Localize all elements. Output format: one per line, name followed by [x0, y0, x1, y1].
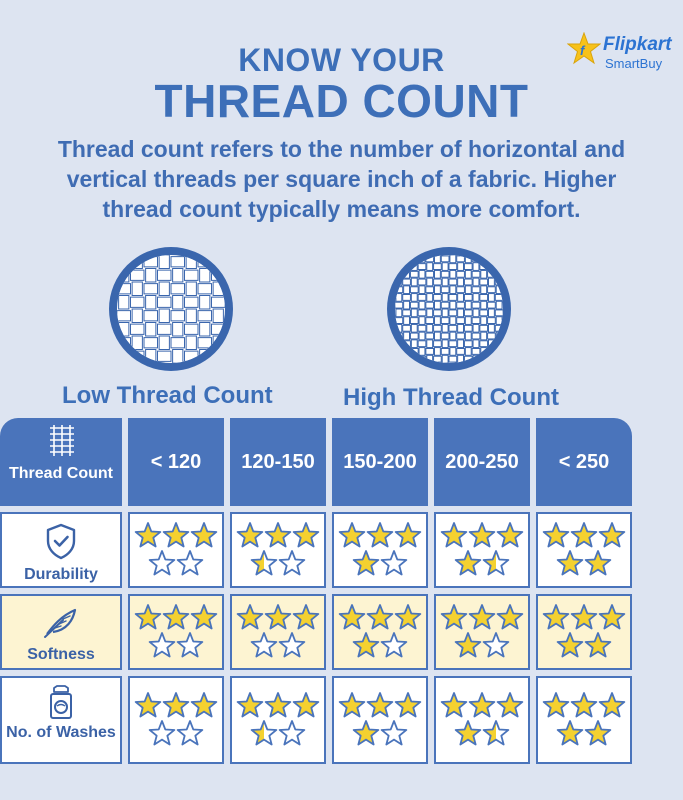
filled-star-icon [266, 605, 291, 629]
description-line: thread count typically means more comfort. [102, 196, 581, 222]
empty-star-icon [280, 551, 305, 575]
description-line: vertical threads per square inch of a fabric. Higher [66, 166, 617, 192]
empty-star-icon [178, 721, 203, 745]
filled-star-icon [456, 721, 481, 745]
empty-star-icon [484, 633, 509, 657]
high-thread-count-label: High Thread Count [343, 384, 559, 411]
high-thread-weave-illustration [387, 247, 511, 371]
filled-star-icon [442, 523, 467, 547]
shield-check-icon [43, 522, 79, 560]
filled-star-icon [192, 693, 217, 717]
filled-star-icon [470, 523, 495, 547]
filled-star-icon [238, 693, 263, 717]
filled-star-icon [586, 551, 611, 575]
rating-cell [536, 512, 632, 588]
brand-sub: SmartBuy [605, 56, 663, 71]
half-star-icon [484, 721, 509, 745]
rating-cell [332, 676, 428, 764]
high-weave-pattern [395, 255, 503, 363]
filled-star-icon [368, 605, 393, 629]
filled-star-icon [294, 523, 319, 547]
washes-label: No. of Washes [6, 724, 116, 741]
filled-star-icon [136, 693, 161, 717]
filled-star-icon [354, 633, 379, 657]
filled-star-icon [340, 693, 365, 717]
empty-star-icon [252, 633, 277, 657]
feather-icon [41, 604, 81, 640]
rating-cell [230, 594, 326, 670]
filled-star-icon [354, 551, 379, 575]
filled-star-icon [470, 693, 495, 717]
filled-star-icon [294, 693, 319, 717]
half-star-icon [252, 721, 277, 745]
filled-star-icon [558, 721, 583, 745]
filled-star-icon [456, 633, 481, 657]
filled-star-icon [266, 693, 291, 717]
half-star-icon [252, 551, 277, 575]
filled-star-icon [572, 523, 597, 547]
empty-star-icon [178, 633, 203, 657]
brand-name: Flipkart [603, 34, 672, 55]
rating-cell [536, 676, 632, 764]
filled-star-icon [558, 633, 583, 657]
filled-star-icon [396, 605, 421, 629]
fabric-grid-icon [46, 424, 78, 458]
filled-star-icon [340, 605, 365, 629]
filled-star-icon [600, 693, 625, 717]
filled-star-icon [368, 523, 393, 547]
column-header: 200-250 [434, 418, 530, 506]
rating-cell [128, 594, 224, 670]
filled-star-icon [586, 721, 611, 745]
empty-star-icon [280, 721, 305, 745]
rating-cell [230, 512, 326, 588]
rating-cell [128, 676, 224, 764]
filled-star-icon [442, 605, 467, 629]
filled-star-icon [164, 693, 189, 717]
description [0, 134, 683, 224]
filled-star-icon [544, 605, 569, 629]
filled-star-icon [136, 523, 161, 547]
empty-star-icon [382, 551, 407, 575]
rating-cell [434, 676, 530, 764]
title-line-1: KNOW YOUR [238, 42, 445, 78]
filled-star-icon [340, 523, 365, 547]
rating-cell [332, 594, 428, 670]
filled-star-icon [396, 523, 421, 547]
filled-star-icon [368, 693, 393, 717]
durability-label: Durability [24, 566, 98, 583]
description-line: Thread count refers to the number of horizontal and [57, 136, 626, 162]
rating-cell [434, 512, 530, 588]
filled-star-icon [396, 693, 421, 717]
empty-star-icon [280, 633, 305, 657]
low-thread-weave-illustration [109, 247, 233, 371]
svg-text:f: f [580, 43, 585, 58]
empty-star-icon [178, 551, 203, 575]
empty-star-icon [150, 551, 175, 575]
half-star-icon [484, 551, 509, 575]
filled-star-icon [192, 605, 217, 629]
filled-star-icon [192, 523, 217, 547]
column-header: 150-200 [332, 418, 428, 506]
rating-cell [230, 676, 326, 764]
empty-star-icon [150, 721, 175, 745]
filled-star-icon [470, 605, 495, 629]
thread-count-header [0, 418, 122, 506]
softness-label: Softness [27, 646, 95, 663]
filled-star-icon [600, 605, 625, 629]
rating-cell [128, 512, 224, 588]
rating-cell [434, 594, 530, 670]
rating-cell [332, 512, 428, 588]
thread-count-header-label: Thread Count [9, 465, 113, 482]
filled-star-icon [266, 523, 291, 547]
filled-star-icon [294, 605, 319, 629]
filled-star-icon [354, 721, 379, 745]
empty-star-icon [382, 721, 407, 745]
filled-star-icon [238, 605, 263, 629]
filled-star-icon [498, 523, 523, 547]
row-label-washes [0, 676, 122, 764]
filled-star-icon [136, 605, 161, 629]
title-line-2: THREAD COUNT [154, 75, 529, 127]
filled-star-icon [572, 605, 597, 629]
washing-icon [45, 684, 77, 720]
rating-cell [536, 594, 632, 670]
row-label-durability [0, 512, 122, 588]
low-weave-pattern [117, 255, 225, 363]
filled-star-icon [498, 693, 523, 717]
column-header: < 250 [536, 418, 632, 506]
column-header: < 120 [128, 418, 224, 506]
column-header: 120-150 [230, 418, 326, 506]
filled-star-icon [600, 523, 625, 547]
empty-star-icon [382, 633, 407, 657]
filled-star-icon [544, 693, 569, 717]
filled-star-icon [544, 523, 569, 547]
low-thread-count-label: Low Thread Count [62, 382, 273, 409]
filled-star-icon [164, 523, 189, 547]
row-label-softness [0, 594, 122, 670]
filled-star-icon [442, 693, 467, 717]
filled-star-icon [586, 633, 611, 657]
filled-star-icon [164, 605, 189, 629]
filled-star-icon [238, 523, 263, 547]
empty-star-icon [150, 633, 175, 657]
filled-star-icon [498, 605, 523, 629]
filled-star-icon [558, 551, 583, 575]
filled-star-icon [572, 693, 597, 717]
filled-star-icon [456, 551, 481, 575]
